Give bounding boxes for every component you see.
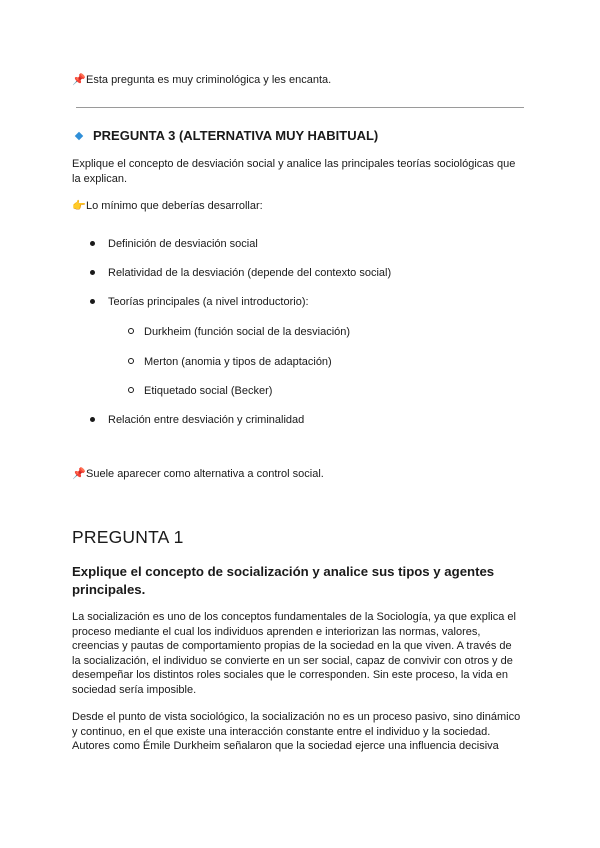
paragraph1-line: La socialización es uno de los conceptos fundamentales de la Sociología, ya que explica el xyxy=(72,611,516,623)
bullet-item: Relatividad de la desviación (depende del contexto social) xyxy=(108,267,392,279)
question3-prompt-line-1: Explique el concepto de desviación social y analice las principales teorías sociológicas que xyxy=(72,158,516,170)
bullet-item: Teorías principales (a nivel introductorio): xyxy=(108,296,309,308)
footer-note-text: Suele aparecer como alternativa a control social. xyxy=(86,468,324,480)
paragraph1-line: desempeñar los distintos roles sociales que le corresponden. Sin este proceso, la vida en xyxy=(72,669,508,682)
bullet-item: Definición de desviación social xyxy=(108,238,258,250)
subbullet-item: Etiquetado social (Becker) xyxy=(144,385,273,397)
paragraph1-line: proceso mediante el cual los individuos aprenden e interiorizan las normas, valores, xyxy=(72,625,481,638)
minimum-label-text: Lo mínimo que deberías desarrollar: xyxy=(86,200,263,212)
subbullet-circle xyxy=(128,358,134,364)
question1-subheading-line-1: Explique el concepto de socialización y analice sus tipos y agentes xyxy=(72,564,495,579)
bullet-dot xyxy=(90,270,95,275)
bullet-dot xyxy=(90,417,95,422)
paragraph1-line: sociedad sería imposible. xyxy=(72,684,197,696)
subbullet-item: Merton (anomia y tipos de adaptación) xyxy=(144,356,332,368)
pointing-hand-icon: 👉 xyxy=(72,200,86,212)
intro-note xyxy=(72,73,331,87)
diamond-icon xyxy=(75,132,83,140)
bullet-dot xyxy=(90,299,95,304)
minimum-label xyxy=(72,199,263,213)
question1-heading: PREGUNTA 1 xyxy=(72,527,184,547)
paragraph1-line: creencias y pautas de comportamiento propias de la sociedad en la que viven. A través de xyxy=(72,640,512,653)
question3-prompt-line-2: la explican. xyxy=(72,173,128,185)
bullet-dot xyxy=(90,241,95,246)
horizontal-divider xyxy=(76,107,524,108)
paragraph2-line: Autores como Émile Durkheim señalaron que la sociedad ejerce una influencia decisiva xyxy=(72,740,499,753)
paragraph1-line: la socialización, el individuo se convierte en un ser social, capaz de convivir con otros y de xyxy=(72,654,513,667)
question3-heading xyxy=(76,127,378,145)
pin-icon: 📌 xyxy=(72,468,86,480)
paragraph2-line: y continuo, en el que existe una interacción constante entre el individuo y la sociedad. xyxy=(72,725,491,738)
bullet-item: Relación entre desviación y criminalidad xyxy=(108,414,305,426)
subbullet-circle xyxy=(128,328,134,334)
subbullet-circle xyxy=(128,387,134,393)
paragraph2-line: Desde el punto de vista sociológico, la socialización no es un proceso pasivo, sino dinámico xyxy=(72,711,521,723)
question3-footer-note xyxy=(72,467,324,481)
question1-subheading-line-2: principales. xyxy=(72,582,146,597)
pin-icon: 📌 xyxy=(72,74,86,86)
question3-title: PREGUNTA 3 (ALTERNATIVA MUY HABITUAL) xyxy=(93,128,379,143)
intro-note-text: Esta pregunta es muy criminológica y les encanta. xyxy=(86,74,332,86)
subbullet-item: Durkheim (función social de la desviación) xyxy=(144,326,351,338)
